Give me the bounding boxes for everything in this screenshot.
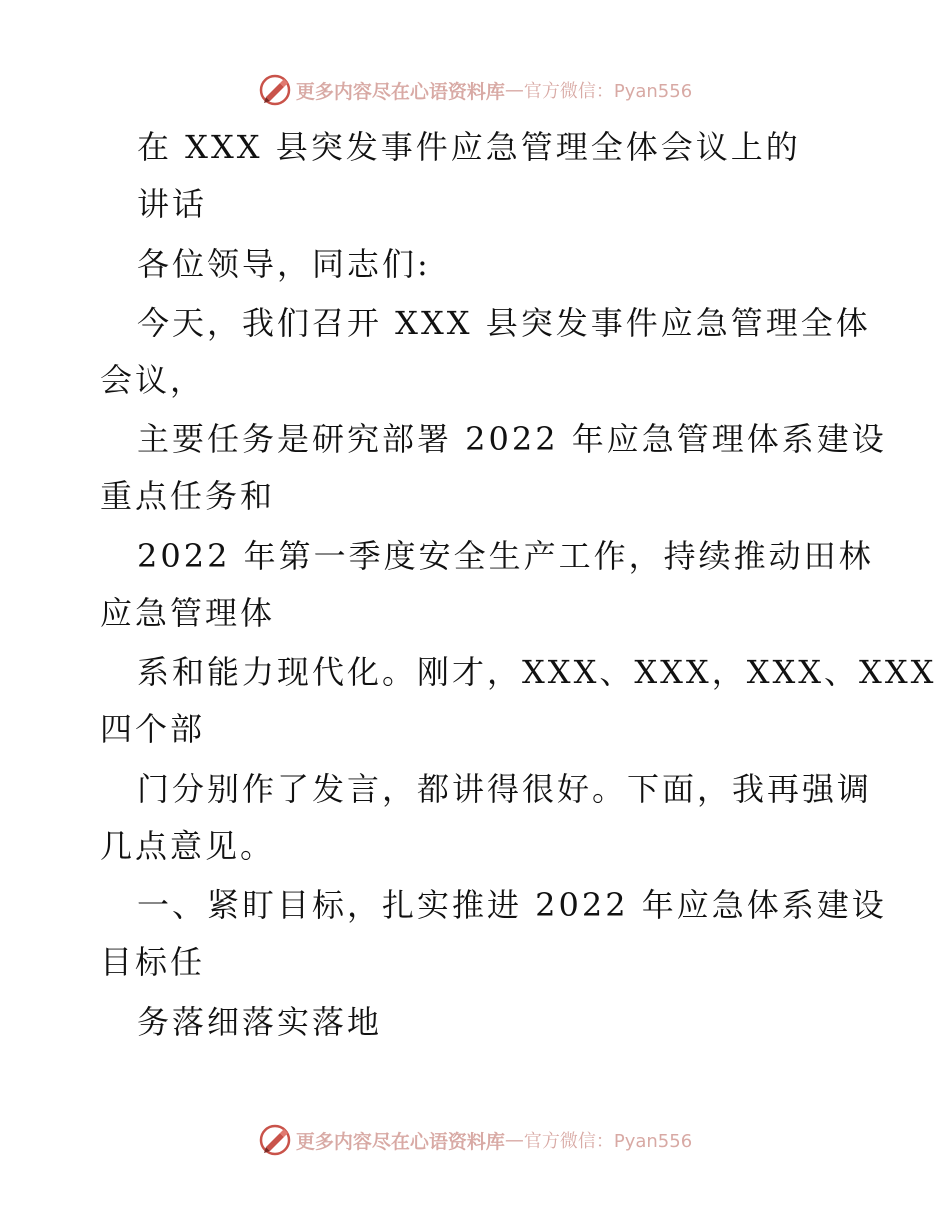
doc-section-heading-cont: 目标任 — [100, 943, 206, 981]
header-watermark — [0, 70, 950, 110]
doc-title-line-1: 在 XXX 县突发事件应急管理全体会议上的 — [137, 128, 801, 166]
doc-line: 系和能力现代化。刚才，XXX、XXX，XXX、XXX — [137, 653, 937, 691]
doc-line: 应急管理体 — [100, 594, 276, 632]
watermark-separator: — — [504, 79, 524, 101]
doc-line: 主要任务是研究部署 2022 年应急管理体系建设 — [137, 420, 887, 458]
watermark-brand: 更多内容尽在心语资料库 — [295, 1130, 505, 1153]
doc-title-line-2: 讲话 — [137, 185, 208, 223]
doc-line: 几点意见。 — [100, 827, 276, 865]
doc-line: 重点任务和 — [100, 477, 276, 515]
watermark-brand: 更多内容尽在心语资料库 — [295, 80, 505, 103]
red-pen-logo-icon — [258, 73, 292, 107]
doc-line: 2022 年第一季度安全生产工作，持续推动田林 — [137, 537, 874, 575]
watermark-contact: 官方微信：Pyan556 — [523, 1131, 693, 1152]
doc-line: 会议， — [100, 361, 206, 399]
doc-salutation: 各位领导，同志们: — [137, 245, 431, 283]
red-pen-logo-icon — [258, 1123, 292, 1157]
doc-line: 今天，我们召开 XXX 县突发事件应急管理全体 — [137, 304, 871, 342]
doc-section-heading: 一、紧盯目标，扎实推进 2022 年应急体系建设 — [137, 886, 887, 924]
footer-watermark — [0, 1120, 950, 1160]
doc-line: 门分别作了发言，都讲得很好。下面，我再强调 — [137, 770, 873, 808]
watermark-contact: 官方微信：Pyan556 — [523, 81, 693, 102]
doc-section-heading-cont: 务落细落实落地 — [137, 1003, 383, 1041]
watermark-separator: — — [504, 1129, 524, 1151]
doc-line: 四个部 — [100, 710, 206, 748]
